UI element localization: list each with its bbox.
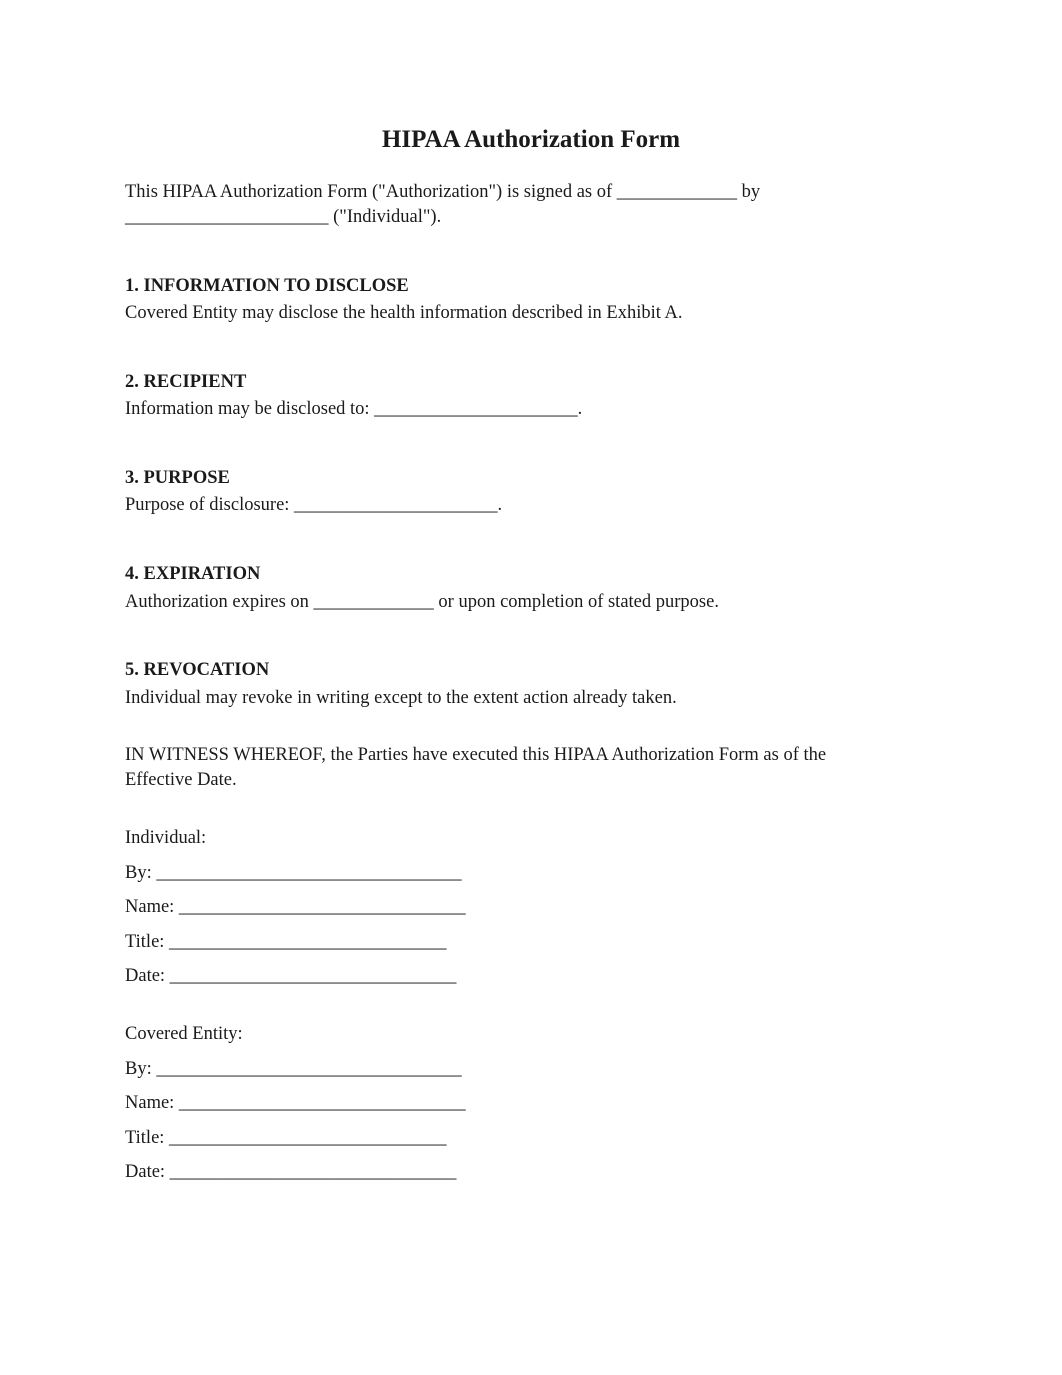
section-4-body: Authorization expires on _____________ or upon completion of stated purpose. — [125, 592, 719, 612]
covered-entity-date-line: Date: _______________________________ — [125, 1162, 457, 1182]
covered-entity-by-line: By: _________________________________ — [125, 1059, 462, 1079]
covered-entity-party-label: Covered Entity: — [125, 1024, 243, 1044]
individual-by-line: By: _________________________________ — [125, 863, 462, 883]
individual-date-line: Date: _______________________________ — [125, 966, 457, 986]
covered-entity-title-line: Title: ______________________________ — [125, 1128, 447, 1148]
witness-line-1: IN WITNESS WHEREOF, the Parties have executed this HIPAA Authorization Form as of the — [125, 745, 827, 765]
covered-entity-name-line: Name: _______________________________ — [125, 1093, 466, 1113]
intro-line-1: This HIPAA Authorization Form ("Authorization") is signed as of _____________ by — [125, 182, 761, 202]
section-4-heading: 4. EXPIRATION — [125, 564, 261, 584]
intro-line-2: ______________________ ("Individual"). — [125, 207, 442, 227]
section-3-heading: 3. PURPOSE — [125, 468, 230, 488]
section-1-heading: 1. INFORMATION TO DISCLOSE — [125, 276, 409, 296]
section-1-body: Covered Entity may disclose the health information described in Exhibit A. — [125, 303, 683, 323]
section-3-body: Purpose of disclosure: ______________________. — [125, 495, 503, 515]
individual-name-line: Name: _______________________________ — [125, 897, 466, 917]
section-5-body: Individual may revoke in writing except to the extent action already taken. — [125, 688, 677, 708]
witness-line-2: Effective Date. — [125, 770, 237, 790]
individual-title-line: Title: ______________________________ — [125, 932, 447, 952]
individual-party-label: Individual: — [125, 828, 207, 848]
section-5-heading: 5. REVOCATION — [125, 660, 270, 680]
document-title: HIPAA Authorization Form — [381, 126, 681, 153]
section-2-heading: 2. RECIPIENT — [125, 372, 247, 392]
section-2-body: Information may be disclosed to: ______________________. — [125, 399, 583, 419]
